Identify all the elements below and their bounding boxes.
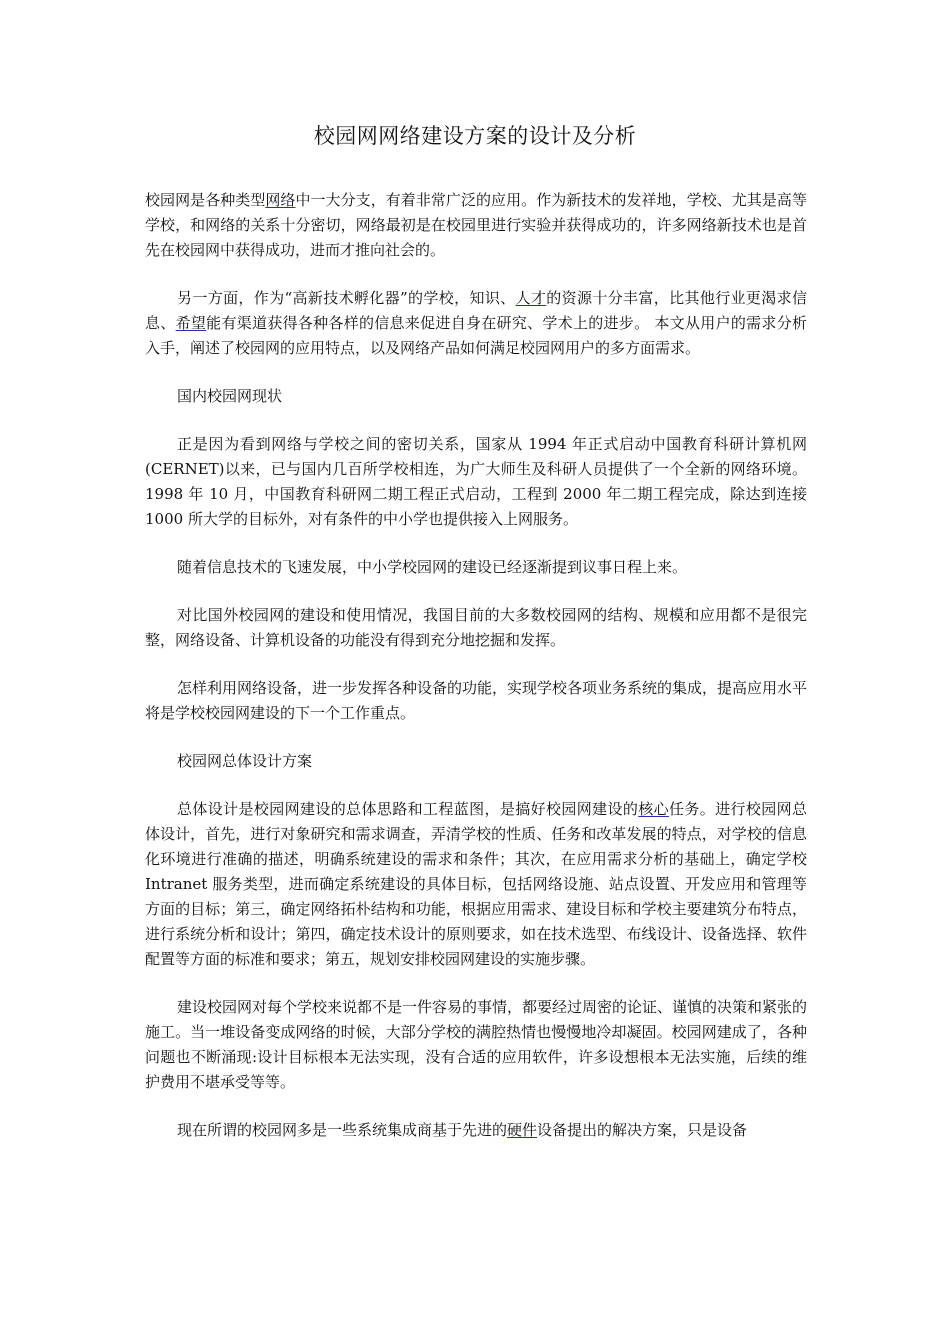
paragraph-text: 的资源十分丰富，比其他行业更渴求信息、 bbox=[145, 289, 807, 332]
document-body bbox=[145, 188, 807, 1166]
paragraph-text: 中一大分支，有着非常广泛的应用。作为新技术的发祥地，学校、尤其是高等学校，和网络的关系十分密切，网络最初是在校园里进行实验并获得成功的，许多网络新技术也是首先在校园网中获得成功，进而才推向社会的。 bbox=[145, 191, 807, 259]
paragraph-9 bbox=[145, 1118, 807, 1143]
link-talent[interactable]: 人才 bbox=[515, 289, 547, 307]
paragraph-7 bbox=[145, 797, 807, 972]
document-title: 校园网网络建设方案的设计及分析 bbox=[313, 124, 637, 148]
paragraph-text: 总体设计是校园网建设的总体思路和工程蓝图，是搞好校园网建设的 bbox=[177, 800, 639, 818]
link-network[interactable]: 网络 bbox=[265, 191, 296, 209]
paragraph-4: 随着信息技术的飞速发展，中小学校园网的建设已经逐渐提到议事日程上来。 bbox=[177, 558, 688, 576]
paragraph-text: 能有渠道获得各种各样的信息来促进自身在研究、学术上的进步。 本文从用户的需求分析入手，阐述了校园网的应用特点，以及网络产品如何满足校园网用户的多方面需求。 bbox=[145, 314, 807, 357]
paragraph-text: 任务。进行校园网总体设计，首先，进行对象研究和需求调查，弄清学校的性质、任务和改革发展的特点，对学校的信息化环境进行准确的描述，明确系统建设的需求和条件；其次，在应用需求分析的基础上，确定学校 Intranet 服务类型，进而确定系统建设的具体目标，包括网络设施、站点设置、开发应用和管理等方面的目标；第三，确定网络拓朴结构和功能，根据应用需求、建设目标和学校主要建筑分布特点，进行系统分析和设计；第四，确定技术设计的原则要求，如在技术选型、布线设计、设备选择、软件配置等方面的标准和要求；第五，规划安排校园网建设的实施步骤。 bbox=[145, 800, 807, 968]
paragraph-5: 对比国外校园网的建设和使用情况，我国目前的大多数校园网的结构、规模和应用都不是很完整，网络设备、计算机设备的功能没有得到充分地挖掘和发挥。 bbox=[145, 606, 807, 649]
paragraph-1 bbox=[145, 188, 807, 263]
section-heading-overall-design: 校园网总体设计方案 bbox=[177, 752, 313, 770]
paragraph-8: 建设校园网对每个学校来说都不是一件容易的事情，都要经过周密的论证、谨慎的决策和紧张的施工。当一堆设备变成网络的时候，大部分学校的满腔热情也慢慢地冷却凝固。校园网建成了，各种问题也不断涌现:设计目标根本无法实现，没有合适的应用软件，许多设想根本无法实施，后续的维护费用不堪承受等等。 bbox=[145, 998, 808, 1091]
link-core[interactable]: 核心 bbox=[638, 800, 669, 818]
paragraph-text: 校园网是各种类型 bbox=[145, 191, 266, 209]
paragraph-2 bbox=[145, 286, 807, 361]
section-heading-domestic-status: 国内校园网现状 bbox=[177, 387, 283, 405]
link-hope[interactable]: 希望 bbox=[175, 314, 207, 332]
paragraph-text: 设备提出的解决方案，只是设备 bbox=[537, 1121, 748, 1139]
paragraph-text: 另一方面，作为“高新技术孵化器”的学校，知识、 bbox=[177, 289, 516, 307]
link-hardware[interactable]: 硬件 bbox=[507, 1121, 538, 1139]
paragraph-6: 怎样利用网络设备，进一步发挥各种设备的功能，实现学校各项业务系统的集成，提高应用水平将是学校校园网建设的下一个工作重点。 bbox=[145, 679, 808, 722]
paragraph-3: 正是因为看到网络与学校之间的密切关系，国家从 1994 年正式启动中国教育科研计算机网(CERNET)以来，已与国内几百所学校相连，为广大师生及科研人员提供了一个全新的网络环境。1998 年 10 月，中国教育科研网二期工程正式启动，工程到 2000 年二期工程完成，除达到连接 1000 所大学的目标外，对有条件的中小学也提供接入上网服务。 bbox=[145, 435, 807, 528]
paragraph-text: 现在所谓的校园网多是一些系统集成商基于先进的 bbox=[177, 1121, 508, 1139]
